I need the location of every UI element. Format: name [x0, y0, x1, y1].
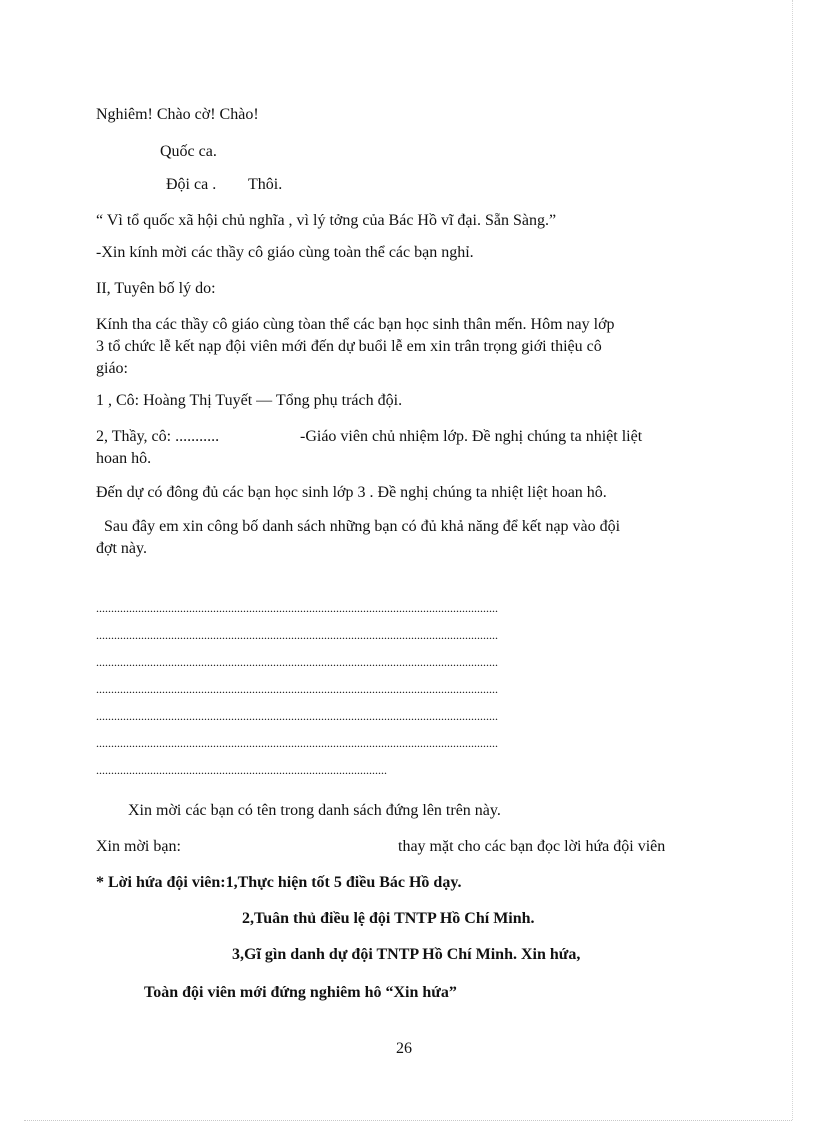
intro-paragraph-line-2: 3 tổ chức lễ kết nạp đội viên mới đến dự buổi lễ em xin trân trọng giới thiệu cô	[96, 338, 602, 355]
invite-student-label: Xin mời bạn:	[96, 838, 181, 855]
name-list-dotted-line: ......................................................................................................................................	[96, 737, 498, 749]
oath-line-2: 2,Tuân thủ điều lệ đội TNTP Hồ Chí Minh.	[242, 910, 535, 927]
oath-line-1: * Lời hứa đội viên:1,Thực hiện tốt 5 điều Bác Hồ dạy.	[96, 874, 462, 891]
command-line: Nghiêm! Chào cờ! Chào!	[96, 106, 259, 123]
name-list-dotted-line: ......................................................................................................................................	[96, 656, 498, 668]
section-heading: II, Tuyên bố lý do:	[96, 280, 216, 297]
name-list-dotted-line-short: .................................................................................................	[96, 764, 387, 776]
stop-word: Thôi.	[248, 176, 283, 193]
attendance-line: Đến dự có đông đủ các bạn học sinh lớp 3 . Đề nghị chúng ta nhiệt liệt hoan hô.	[96, 484, 607, 501]
page-bottom-border	[24, 1120, 792, 1121]
invite-student-role: thay mặt cho các bạn đọc lời hứa đội viên	[398, 838, 666, 855]
intro-paragraph-line-3: giáo:	[96, 360, 128, 377]
name-list-dotted-line: ......................................................................................................................................	[96, 602, 498, 614]
team-song-line: Đội ca .	[166, 176, 217, 193]
guest-line-2-end: -Giáo viên chủ nhiệm lớp. Đề nghị chúng ta nhiệt liệt	[300, 428, 643, 445]
anthem-line: Quốc ca.	[160, 143, 217, 160]
guest-line-2-start: 2, Thầy, cô: ...........	[96, 428, 220, 445]
name-list-dotted-line: ......................................................................................................................................	[96, 710, 498, 722]
invite-rest-line: -Xin kính mời các thầy cô giáo cùng toàn thể các bạn nghỉ.	[96, 244, 474, 261]
page-number: 26	[396, 1040, 412, 1057]
oath-line-3: 3,Gĩ gìn danh dự đội TNTP Hồ Chí Minh. Xin hứa,	[232, 946, 581, 963]
motto-line: “ Vì tổ quốc xã hội chủ nghĩa , vì lý tởng của Bác Hồ vĩ đại. Sẵn Sàng.”	[96, 212, 557, 229]
intro-paragraph-line-1: Kính tha các thầy cô giáo cùng tòan thể các bạn học sinh thân mến. Hôm nay lớp	[96, 316, 615, 333]
list-intro-line-2: đợt này.	[96, 540, 147, 557]
list-intro-line-1: Sau đây em xin công bố danh sách những bạn có đủ khả năng để kết nạp vào đội	[104, 518, 621, 535]
page-right-border	[792, 0, 793, 1120]
invite-stand-line: Xin mời các bạn có tên trong danh sách đứng lên trên này.	[128, 802, 501, 819]
guest-line-1: 1 , Cô: Hoàng Thị Tuyết — Tổng phụ trách đội.	[96, 392, 403, 409]
oath-line-4: Toàn đội viên mới đứng nghiêm hô “Xin hứa”	[144, 984, 457, 1001]
name-list-dotted-line: ......................................................................................................................................	[96, 683, 498, 695]
name-list-dotted-line: ......................................................................................................................................	[96, 629, 498, 641]
guest-line-2-cont: hoan hô.	[96, 450, 152, 467]
